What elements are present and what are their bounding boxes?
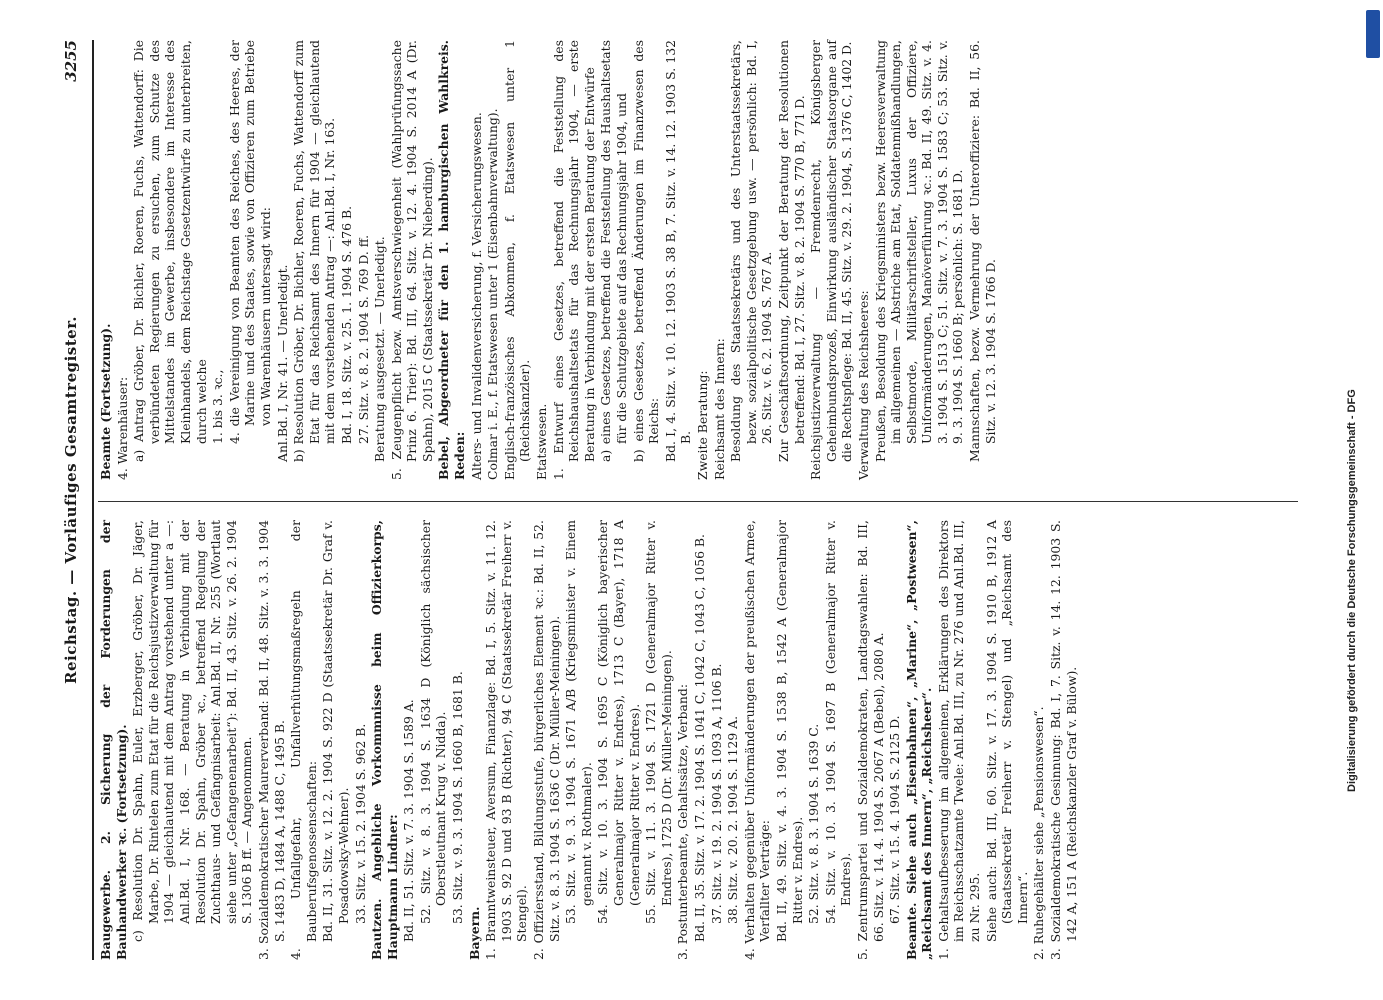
index-entry: Bd. I, 18. Sitz. v. 25. 1. 1904 S. 476 B. [338,205,354,444]
index-entry: Reichsjustizverwaltung — Fremdenrecht, Königsberger Geheimbundsprozeß, Einwirkung ausländischer Staatsorgane auf die Rechtspflege: Bd. II, 45. Sitz. v. 29. 2. 1904, S. 1376 C, 1402 D. [808,40,855,480]
index-entry: 54. Sitz. v. 10. 3. 1904 S. 1697 B (Generalmajor Ritter v. Endres). [822,520,854,924]
index-entry: Etatswesen. [534,403,550,480]
index-entry: 52. Sitz. v. 8. 3. 1904 S. 1634 D (Königlich sächsischer Oberstleutnant Krug v. Nidda). [417,520,449,924]
index-entry: 4. Unfallgefahr, Unfallverhütungsmaßregeln der Bauberufsgenossenschaften: [288,520,319,960]
running-title: Reichstag. — Vorläufiges Gesamtregister. [62,316,80,684]
index-entry: 4. Verhalten gegenüber Uniformänderungen der preußischen Armee, Verfallter Verträge: [741,520,773,960]
index-entry: 53. Sitz. v. 9. 3. 1904 S. 1660 B, 1681 B. [450,671,466,924]
index-entry: b) eines Gesetzes, betreffend Änderungen im Finanzwesen des Reichs: [630,40,662,462]
index-entry: 52. Sitz. v. 8. 3. 1904 S. 1639 C. [806,723,822,924]
index-entry: a) Antrag Gröber, Dr. Bichler, Roeren, Fuchs, Wattendorff: Die verbündeten Regierungen zu ersuchen, zum Schutze des Mittelstandes im Gewerbe, insbesondere im Interesse des Kleinhandels, dem Reichstage Gesetzentwürfe zu unterbreiten, durch welche [131,40,209,462]
index-entry: Beamte. Siehe auch „Eisenbahnen“, „Marine“, „Postwesen“, „Reichsamt des Innern“, „Reichsheer“. [903,520,935,960]
index-entry: 38. Sitz. v. 20. 2. 1904 S. 1129 A. [725,715,741,924]
index-entry: 3. Sozialdemokratische Gesinnung: Bd. I, 7. Sitz. v. 14. 12. 1903 S. 142 A, 151 A (Reichskanzler Graf v. Bülow). [1048,520,1079,960]
page-number: 3255 [62,40,80,82]
index-entry: Zweite Beratung: [694,370,710,480]
index-entry: 2. Offiziersstand, Bildungsstufe, bürgerliches Element ꝛc.: Bd. II, 52. Sitz. v. 8. 3. 1904 S. 1636 C (Dr. Müller-Meiningen). [531,520,562,960]
index-entry: Bautzen. Angebliche Vorkommnisse beim Offizierkorps, Hauptmann Lindner: [369,520,400,960]
index-entry: Alters- und Invalidenversicherung, f. Versicherungswesen. [468,112,484,480]
index-entry: c) Resolution Dr. Spahn, Euler, Erzberger, Gröber, Dr. Jäger, Marbe, Dr. Rintelen zum Etat für die Reichsjustizverwaltung für 1904 — gleichlautend mit dem Antrag vorstehend unter a —: Anl.Bd. I, Nr. 168. — Beratung in Verbindung mit der Resolution Dr. Spahn, Gröber ꝛc., betreffend Regelung der Zuchthaus- und Gefängnisarbeit: Anl.Bd. II, Nr. 255 (Wortlaut siehe unter „Gefangenenarbeit“): Bd. II, 43. Sitz. v. 26. 2. 1904 S. 1306 B ff. — Angenommen. [130,520,255,942]
header-rule [92,40,94,960]
index-entry: Besoldung des Staatssekretärs und des Unterstaatssekretärs, bezw. sozialpolitische Gesetzgebung usw. — persönlich: Bd. I, 26. Sitz. v. 6. 2. 1904 S. 767 A. [728,40,775,462]
index-entry: Zur Geschäftsordnung, Zeitpunkt der Beratung der Resolutionen betreffend: Bd. I, 27. Sitz. v. 8. 2. 1904 S. 770 B, 771 D. [775,40,807,462]
index-entry: 53. Sitz. v. 9. 3. 1904 S. 1671 A/B (Kriegsminister v. Einem genannt v. Rothmaler). [563,520,594,924]
digitization-credit [1346,12,1376,792]
index-entry: Bd. II, 35. Sitz. v. 17. 2. 1904 S. 1041 C, 1042 C, 1043 C, 1056 B. [691,534,707,942]
index-entry: Beratung ausgesetzt. — Unerledigt. [372,236,388,462]
index-entry: 1. Entwurf eines Gesetzes, betreffend die Feststellung des Reichshaushaltsetats für das Rechnungsjahr 1904, — erste Beratung in Verbindung mit der ersten Beratung der Entwürfe [550,40,597,480]
index-entry: Mannschaften, bezw. Vermehrung der Unteroffiziere: Bd. II, 56. Sitz. v. 12. 3. 1904 S. 1766 D. [967,40,998,462]
index-entry: 67. Sitz. v. 15. 4. 1904 S. 2125 D. [887,715,903,924]
index-entry: Bd. II, 31. Sitz. v. 12. 2. 1904 S. 922 D (Staatssekretär Dr. Graf v. Posadowsky-Wehner). [320,520,351,942]
index-entry: Verwaltung des Reichsheeres: [855,290,871,480]
index-entry: 4. Warenhäuser: [114,376,130,480]
index-entry: 1. Gehaltsaufbesserung im allgemeinen, Erklärungen des Direktors im Reichsschatzamte Twele: Anl.Bd. III, zu Nr. 276 und Anl.Bd. III, zu Nr. 295. [935,520,983,960]
index-entry: 2. Ruhegehälter siehe „Pensionswesen“. [1031,706,1047,960]
right-column [98,40,1320,480]
index-entry: 55. Sitz. v. 11. 3. 1904 S. 1721 D (Generalmajor Ritter v. Endres), 1725 D (Dr. Müller-Meiningen). [643,520,674,924]
column-divider [98,501,1298,502]
index-entry: 3. Postunterbeamte, Gehaltssätze, Verband: [675,683,691,960]
index-entry: Bayern. [466,906,482,960]
index-entry: Bd. II, 49. Sitz. v. 4. 3. 1904 S. 1538 B, 1542 A (Generalmajor Ritter v. Endres). [773,520,805,942]
index-entry: 4. die Vereinigung von Beamten des Reiches, des Heeres, der Marine und des Staates, sowie von Offizieren zum Betriebe von Warenhäusern untersagt wird: [226,40,273,444]
index-entry: 5. Zeugenpflicht bezw. Amtsverschwiegenheit (Wahlprüfungssache Prinz 6. Trier): Bd. III, 64. Sitz. v. 12. 4. 1904 S. 2014 A (Dr. Spahn), 2015 C (Staatssekretär Dr. Nieberding). [388,40,435,480]
index-entry: 37. Sitz. v. 19. 2. 1904 S. 1093 A, 1106 B. [708,663,724,924]
index-entry: Bd. II, 51. Sitz. v. 7. 3. 1904 S. 1589 A. [401,699,417,942]
index-entry: Colmar i. E., f. Etatswesen unter 1 (Eisenbahnverwaltung). [485,108,501,480]
left-column [98,520,1320,960]
index-entry: 1. Branntweinsteuer, Aversum, Finanzlage: Bd. I, 5. Sitz. v. 11. 12. 1903 S. 92 D und 93 B (Richter), 94 C (Staatssekretär Freiherr v. Stengel). [483,520,530,960]
index-entry: 3. Sozialdemokratischer Maurerverband: Bd. II, 48. Sitz. v. 3. 3. 1904 S. 1483 D, 1484 A, 1488 C, 1495 B. [255,520,287,960]
index-entry: 1. bis 3. ꝛc., [210,369,226,444]
index-entry: Englisch-französisches Abkommen, f. Etatswesen unter 1 (Reichskanzler). [501,40,533,480]
index-entry: 5. Zentrumspartei und Sozialdemokraten, Landtagswahlen: Bd. III, 66. Sitz. v. 14. 4. 1904 S. 2067 A (Bebel), 2080 A. [854,520,886,960]
index-entry: Reichsamt des Innern: [711,338,727,480]
index-entry: Bebel, Abgeordneter für den 1. hamburgischen Wahlkreis. Reden: [436,40,468,480]
index-entry: Bd. I, 4. Sitz. v. 10. 12. 1903 S. 38 B, 7. Sitz. v. 14. 12. 1903 S. 132 B. [662,40,694,462]
digitization-credit-text: Digitalisierung gefördert durch die Deutsche Forschungsgemeinschaft - DFG [1346,389,1358,792]
index-entry: Baugewerbe. 2. Sicherung der Forderungen der Bauhandwerker ꝛc. (Fortsetzung). [98,520,129,960]
index-entry: 33. Sitz. v. 15. 2. 1904 S. 962 B. [352,723,368,924]
index-entry: Anl.Bd. I, Nr. 41. — Unerledigt. [274,264,290,462]
index-entry: Preußen, Besoldung des Kriegsministers bezw. Heeresverwaltung im allgemeinen — Abstriche am Etat, Soldatenmißhandlungen, Selbstmorde, Militärschriftsteller, Luxus der Offiziere, Uniformänderungen, Manöverführung ꝛc.: Bd. II, 49. Sitz. v. 4. 3. 1904 S. 1513 C; 51. Sitz. v. 7. 3. 1904 S. 1583 C; 53. Sitz. v. 9. 3. 1904 S. 1660 B; persönlich: S. 1681 D. [872,40,966,462]
index-entry: 54. Sitz. v. 10. 3. 1904 S. 1695 C (Königlich bayerischer Generalmajor Ritter v. Endres), 1713 C (Bayer), 1718 A (Generalmajor Ritter v. Endres). [595,520,642,924]
index-entry: 27. Sitz. v. 8. 2. 1904 S. 769 D. ff. [355,234,371,444]
index-entry: Beamte (Fortsetzung). [98,323,113,480]
running-head [62,40,90,960]
index-entry: b) Resolution Gröber, Dr. Bichler, Roeren, Fuchs, Wattendorff zum Etat für das Reichsamt des Innern für 1904 — gleichlautend mit dem vorstehenden Antrag —: Anl.Bd. I, Nr. 163. [291,40,338,462]
index-entry: Siehe auch: Bd. III, 60. Sitz. v. 17. 3. 1904 S. 1910 B, 1912 A (Staatssekretär Freiherr v. Stengel) und „Reichsamt des Innern“. [983,520,1030,942]
index-entry: a) eines Gesetzes, betreffend die Feststellung des Haushaltsetats für die Schutzgebiete auf das Rechnungsjahr 1904, und [598,40,629,462]
